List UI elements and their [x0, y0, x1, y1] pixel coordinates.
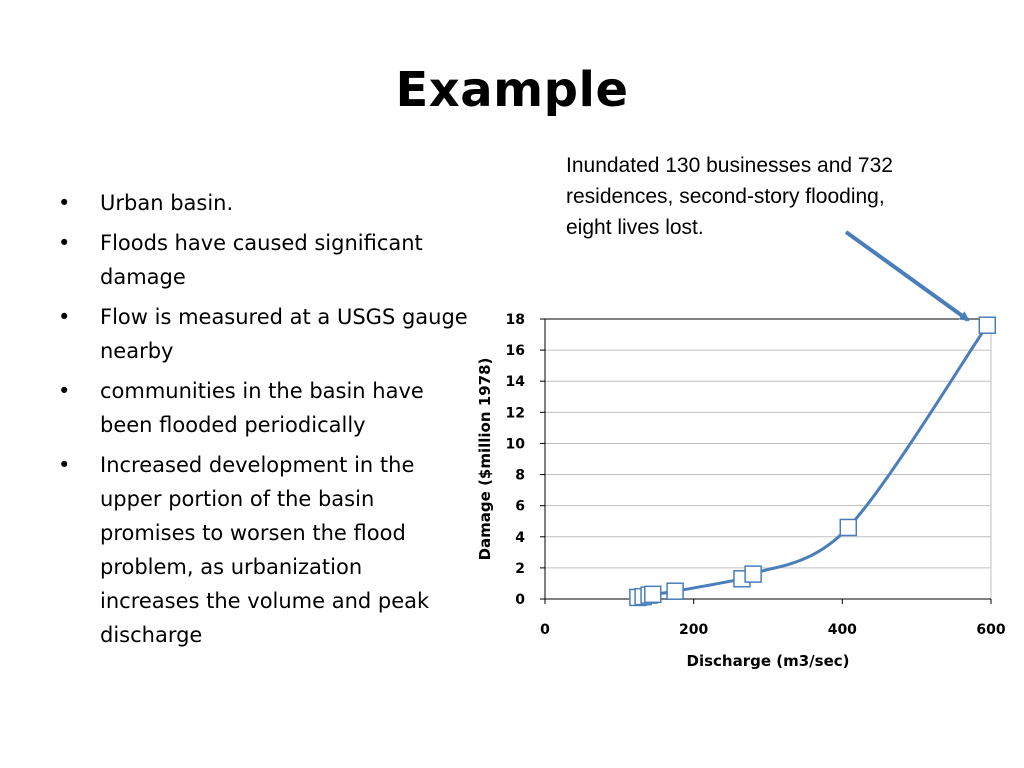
bullet-marker: •	[58, 453, 71, 477]
bullet-text: Increased development in the upper portion of the basin promises to worsen the flood problem, as urbanization increases the volume and peak discharge	[100, 453, 430, 647]
data-point-marker	[645, 586, 661, 602]
x-tick-label: 200	[679, 622, 709, 638]
data-point-marker	[840, 519, 856, 535]
y-tick-label: 6	[515, 498, 525, 515]
bullet-marker: •	[58, 379, 71, 403]
y-tick-label: 12	[505, 405, 525, 422]
chart-annotation: Inundated 130 businesses and 732 residences, second-story flooding, eight lives lost.	[566, 154, 893, 239]
bullet-marker: •	[58, 305, 71, 329]
y-tick-label: 10	[505, 436, 525, 453]
y-tick-label: 18	[505, 312, 525, 328]
bullet-marker: •	[58, 191, 71, 215]
bullet-marker: •	[58, 231, 71, 255]
y-tick-label: 14	[505, 374, 525, 391]
y-tick-label: 4	[515, 529, 525, 546]
data-point-marker	[979, 317, 995, 333]
y-tick-label: 8	[515, 467, 525, 484]
annotation-arrow	[846, 232, 968, 320]
bullet-text: Floods have caused significant damage	[100, 231, 423, 289]
data-point-marker	[667, 583, 683, 599]
x-tick-label: 400	[827, 622, 857, 638]
y-tick-label: 0	[515, 592, 525, 608]
slide-title: Example	[395, 62, 629, 118]
x-axis-title: Discharge (m3/sec)	[686, 652, 850, 670]
series-line	[638, 325, 987, 597]
bullet-text: communities in the basin have been flooded periodically	[100, 379, 424, 437]
y-tick-label: 16	[505, 343, 525, 360]
x-tick-label: 600	[976, 622, 1006, 638]
bullet-text: Urban basin.	[100, 191, 234, 215]
data-point-marker	[745, 566, 761, 582]
x-tick-label: 0	[540, 622, 550, 638]
y-tick-label: 2	[515, 560, 525, 577]
y-axis-title: Damage ($million 1978)	[476, 357, 494, 561]
bullet-text: Flow is measured at a USGS gauge nearby	[100, 305, 468, 363]
